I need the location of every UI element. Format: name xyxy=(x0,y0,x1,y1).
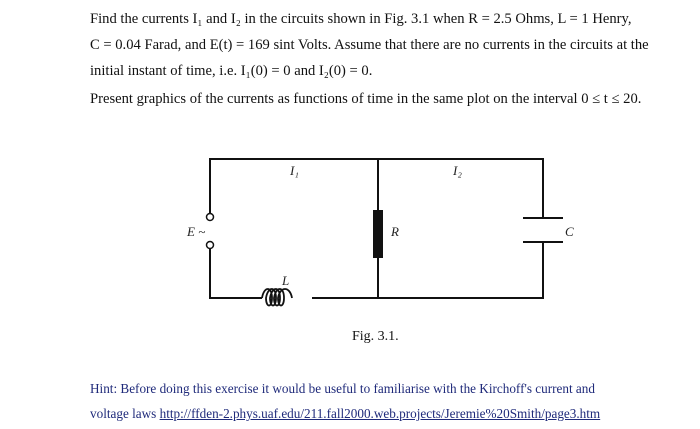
figure-caption: Fig. 3.1. xyxy=(352,329,399,344)
label-c: C xyxy=(565,224,574,239)
label-e: E ~ xyxy=(187,224,206,239)
hint-text xyxy=(90,376,600,426)
source-terminal-bottom xyxy=(207,242,214,249)
problem-line-3: initial instant of time, i.e. I₁(0) = 0 and I₂(0) = 0. xyxy=(90,63,373,79)
label-r: R xyxy=(391,224,399,239)
task-statement: Present graphics of the currents as functions of time in the same plot on the interval 0 ≤ t ≤ 20. xyxy=(90,91,642,107)
bottom-wire xyxy=(312,242,543,298)
hint-line-2 xyxy=(90,401,600,426)
left-bottom-wire xyxy=(210,249,262,298)
hint-line-1: Hint: Before doing this exercise it would be useful to familiarise with the Kirchoff's current and xyxy=(90,381,595,396)
label-i2: I₂ xyxy=(453,163,462,178)
problem-line-1: Find the currents I₁ and I₂ in the circuits shown in Fig. 3.1 when R = 2.5 Ohms, L = 1 Henry, xyxy=(90,11,632,27)
kirchhoff-link[interactable]: http://ffden-2.phys.uaf.edu/211.fall2000.web.projects/Jeremie%20Smith/page3.htm xyxy=(159,406,601,421)
label-i1: I₁ xyxy=(290,163,299,178)
resistor xyxy=(373,210,383,258)
label-l: L xyxy=(282,273,290,288)
problem-line-2: C = 0.04 Farad, and E(t) = 169 sint Volts. Assume that there are no currents in the circuits at the xyxy=(90,37,649,53)
inductor-coil xyxy=(262,289,292,306)
hint-prefix: voltage laws xyxy=(90,406,160,421)
top-wire xyxy=(210,159,543,218)
source-terminal-top xyxy=(207,214,214,221)
